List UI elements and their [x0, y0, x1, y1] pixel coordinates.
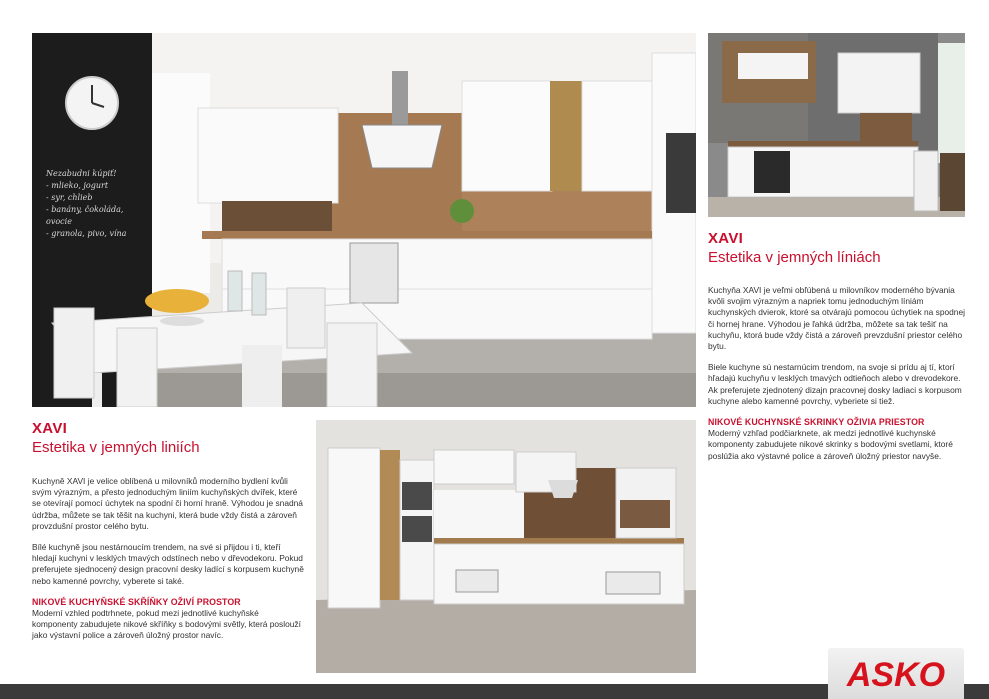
- sk-paragraph-1: Kuchyňa XAVI je veľmi obľúbená u milovníkov moderného bývania kvôli svojim výrazným a napriek tomu jednoduchým líniám kuchynských dvierok, ktoré sa otvárajú pomocou úchytiek na spodnej či hornej hrane. Výhodou je ľahká údržba, môžete sa tak tešiť na kuchyňu, ktorá bude vždy čistá a zároveň prevzdušní priestor celého bytu.: [708, 285, 965, 352]
- cz-body: [32, 476, 304, 652]
- cz-title: XAVI: [32, 420, 68, 437]
- sk-title: XAVI: [708, 230, 744, 247]
- logo-text: ASKO: [846, 656, 946, 694]
- bottom-kitchen-photo: [316, 420, 696, 673]
- sk-paragraph-3: Moderný vzhľad podčiarknete, ak medzi jednotlivé kuchynské komponenty zabudujete nikové skrinky s bodovými svetlami, ktoré poslúžia ako výstavné police a zároveň úložný priestor navyše.: [708, 428, 953, 461]
- chalkboard-line: - mlieko, jogurt: [46, 181, 109, 190]
- sk-paragraph-2: Biele kuchyne sú nestarnúcim trendom, na svoje si prídu aj tí, ktorí hľadajú kuchyňu v lesklých tmavých odtieňoch alebo v drevodekore. Ak preferujete zjednotený dizajn pracovnej dosky ladiaci s korpusom kuchyne alebo kamenné povrchy, vyberiete si tiež.: [708, 362, 962, 406]
- chalkboard-line: - banány, čokoláda, ovocie: [46, 205, 124, 226]
- chalkboard-line: - syr, chlieb: [46, 193, 93, 202]
- chalkboard-line: Nezabudni kúpiť!: [46, 169, 117, 178]
- sk-heading: [708, 230, 965, 266]
- sk-subtitle: Estetika v jemných líniách: [708, 249, 881, 266]
- cz-subtitle: Estetika v jemných liniích: [32, 439, 200, 456]
- sk-subheading: NIKOVÉ KUCHYNSKÉ SKRINKY OŽIVIA PRIESTOR: [708, 417, 925, 428]
- cz-heading: [32, 420, 302, 456]
- sk-body: [708, 285, 966, 472]
- cz-paragraph-2: Bílé kuchyně jsou nestárnoucím trendem, na své si přijdou i ti, kteří hledají kuchyni v lesklých tmavých odstínech nebo v dřevodekoru. Pokud preferujete sjednocený design pracovní desky ladící s korpusem kuchyně nebo kamenné povrchy, vyberete si také.: [32, 542, 304, 586]
- asko-logo: [828, 648, 964, 699]
- cz-subheading: NIKOVÉ KUCHYŇSKÉ SKŘÍŇKY OŽIVÍ PROSTOR: [32, 596, 241, 607]
- main-kitchen-photo: [32, 33, 696, 407]
- cz-paragraph-3: Moderní vzhled podtrhnete, pokud mezi jednotlivé kuchyňské komponenty zabudujete nikové skříňky s bodovými světly, která poslouží jako výstavní police a zároveň úložný prostor navíc.: [32, 608, 301, 641]
- top-right-kitchen-photo: [708, 33, 965, 217]
- cz-paragraph-1: Kuchyně XAVI je velice oblíbená u milovníků moderního bydlení kvůli svým výrazným, a přesto jednoduchým liniím kuchyňských dvířek, které se otevírají pomocí úchytek na spodní či horní hraně. Výhodou je snadná údržba, můžete se tak těšit na kuchyni, která bude vždy čistá a zároveň provzdušní prostor celého bytu.: [32, 476, 303, 531]
- chalkboard-line: - granola, pivo, vína: [46, 229, 127, 238]
- chalkboard-text: [46, 168, 146, 240]
